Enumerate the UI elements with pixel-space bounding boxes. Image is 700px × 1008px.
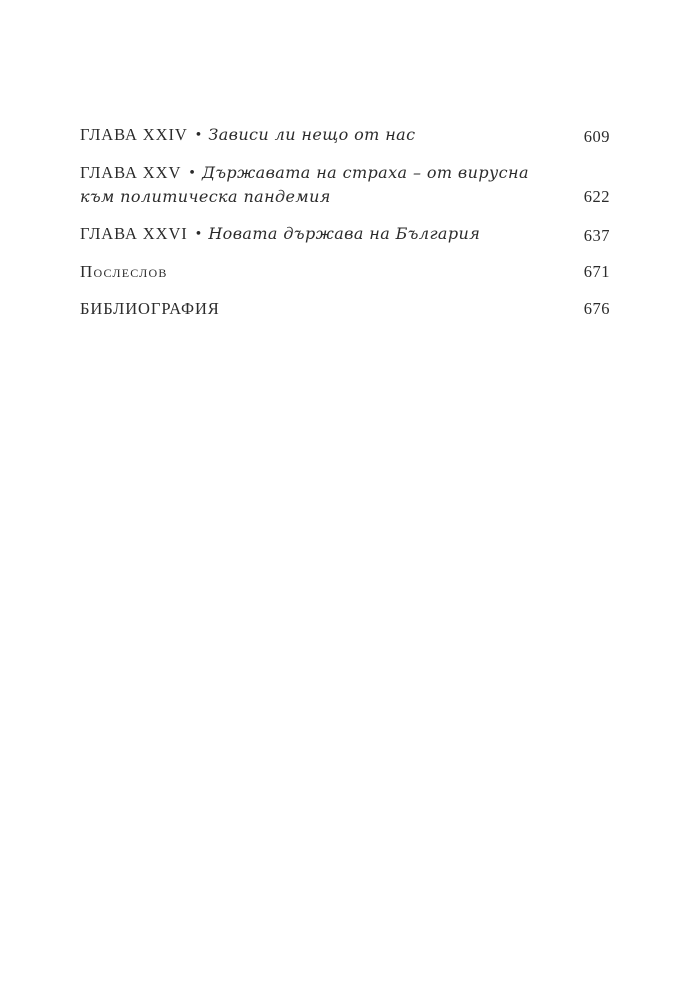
chapter-title: Държавата на страха – от вирусна към политическа пандемия — [80, 163, 529, 206]
chapter-label: ГЛАВА XXIV — [80, 125, 188, 144]
toc-entry-chapter-25 — [80, 162, 610, 208]
chapter-label: ГЛАВА XXV — [80, 163, 182, 182]
toc-entry-text — [80, 261, 610, 283]
page-number: 676 — [583, 299, 610, 318]
bullet-separator: • — [194, 227, 203, 242]
bullet-separator: • — [194, 128, 203, 143]
chapter-label: ГЛАВА XXVI — [80, 224, 188, 243]
page-number: 637 — [583, 226, 610, 245]
section-label: БИБЛИОГРАФИЯ — [80, 299, 220, 318]
page-number: 622 — [583, 187, 610, 206]
toc-entry-text — [80, 298, 610, 320]
toc-entry-chapter-24 — [80, 124, 610, 148]
chapter-title: Зависи ли нещо от нас — [208, 125, 416, 144]
bullet-separator: • — [188, 166, 196, 181]
toc-entry-afterword — [80, 261, 610, 283]
toc-entry-bibliography — [80, 298, 610, 320]
toc-entry-text — [80, 223, 610, 247]
table-of-contents — [80, 124, 610, 320]
page-number: 609 — [583, 127, 610, 146]
page-number: 671 — [583, 262, 610, 281]
toc-entry-text — [80, 162, 610, 208]
section-label: Послеслов — [80, 262, 168, 281]
toc-entry-chapter-26 — [80, 223, 610, 247]
chapter-title: Новата държава на България — [208, 224, 481, 243]
toc-entry-text — [80, 124, 610, 148]
